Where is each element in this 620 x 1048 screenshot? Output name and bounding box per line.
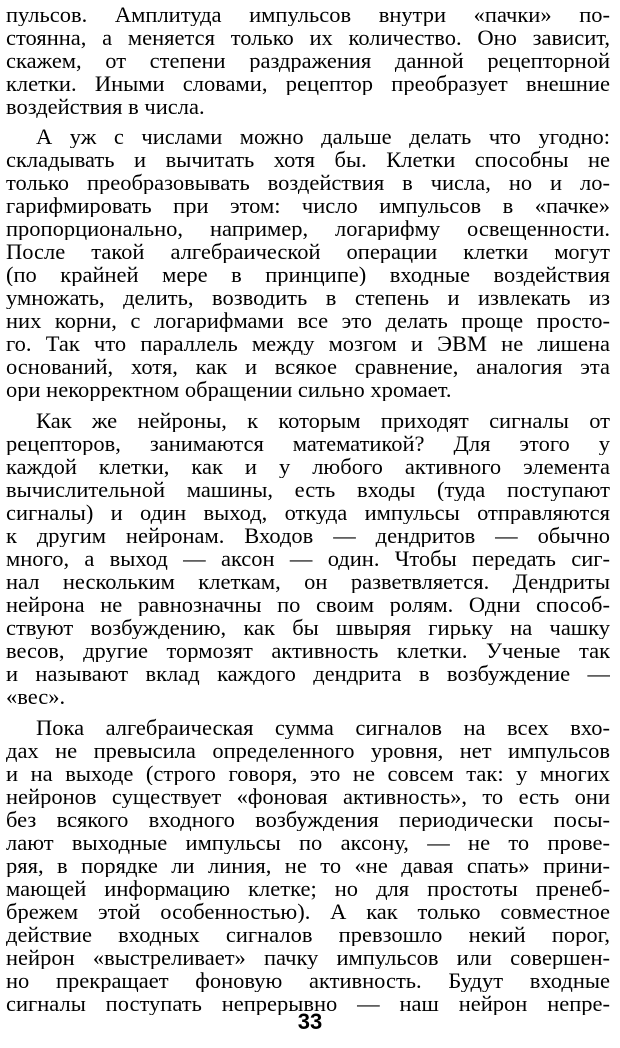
text-line: без всякого входного возбуждения периодически посы-	[6, 808, 610, 831]
text-line: нейронов существует «фоновая активность», то есть они	[6, 785, 610, 808]
text-line: А уж с числами можно дальше делать что угодно:	[36, 125, 610, 148]
text-line: дах не превысила определенного уровня, нет импульсов	[6, 739, 610, 762]
text-line: нейрон «выстреливает» пачку импульсов или совершен-	[6, 946, 610, 969]
text-line: и на выходе (строго говоря, это не совсем так: у многих	[6, 762, 610, 785]
text-line: них корни, с логарифмами все это делать проще просто-	[6, 309, 610, 332]
text-line: нейрона не равнозначны по своим ролям. Одни способ-	[6, 593, 610, 616]
text-line: нал нескольким клеткам, он разветвляется. Дендриты	[6, 570, 610, 593]
text-line: только преобразовывать воздействия в числа, но и ло-	[6, 171, 610, 194]
text-line: ори некорректном обращении сильно хромает.	[6, 378, 452, 401]
text-line: каждой клетки, как и у любого активного элемента	[6, 455, 610, 478]
text-line: весов, другие тормозят активность клетки. Ученые так	[6, 639, 610, 662]
page-number: 33	[297, 1009, 323, 1034]
text-line: скажем, от степени раздражения данной рецепторной	[6, 49, 610, 72]
text-line: Как же нейроны, к которым приходят сигналы от	[36, 409, 610, 432]
text-line: стоянна, а меняется только их количество. Оно зависит,	[6, 26, 610, 49]
text-line: рецепторов, занимаются математикой? Для этого у	[6, 432, 610, 455]
text-line: ствуют возбуждению, как бы швыряя гирьку на чашку	[6, 616, 610, 639]
text-line: пропорционально, например, логарифму освещенности.	[6, 217, 610, 240]
text-line: много, а выход — аксон — один. Чтобы передать сиг-	[6, 547, 610, 570]
text-line: «вес».	[6, 685, 66, 708]
text-line: сигналы) и один выход, откуда импульсы отправляются	[6, 501, 610, 524]
text-line: воздействия в числа.	[6, 95, 205, 118]
text-line: ряя, в порядке ли линия, не то «не давая спать» прини-	[6, 854, 610, 877]
text-line: действие входных сигналов превзошло некий порог,	[6, 923, 610, 946]
text-line: вычислительной машины, есть входы (туда поступают	[6, 478, 610, 501]
text-line: сигналы поступать непрерывно — наш нейрон непре-	[6, 992, 610, 1015]
text-line: мающей информацию клетке; но для простоты пренеб-	[6, 877, 610, 900]
text-line: брежем этой особенностью). А как только совместное	[6, 900, 610, 923]
text-line: к другим нейронам. Входов — дендритов — обычно	[6, 524, 610, 547]
text-line: Пока алгебраическая сумма сигналов на всех вхо-	[36, 716, 610, 739]
text-line: пульсов. Амплитуда импульсов внутри «пачки» по-	[6, 3, 610, 26]
text-line: гарифмировать при этом: число импульсов в «пачке»	[6, 194, 610, 217]
text-line: го. Так что параллель между мозгом и ЭВМ не лишена	[6, 332, 610, 355]
text-line: умножать, делить, возводить в степень и извлекать из	[6, 286, 610, 309]
text-line: клетки. Иными словами, рецептор преобразует внешние	[6, 72, 610, 95]
text-line: После такой алгебраической операции клетки могут	[6, 240, 610, 263]
text-line: складывать и вычитать хотя бы. Клетки способны не	[6, 148, 610, 171]
text-line: и называют вклад каждого дендрита в возбуждение —	[6, 662, 610, 685]
text-line: лают выходные импульсы по аксону, — не то прове-	[6, 831, 610, 854]
text-line: (по крайней мере в принципе) входные воздействия	[6, 263, 610, 286]
text-line: но прекращает фоновую активность. Будут входные	[6, 969, 610, 992]
text-line: оснований, хотя, как и всякое сравнение, аналогия эта	[6, 355, 610, 378]
